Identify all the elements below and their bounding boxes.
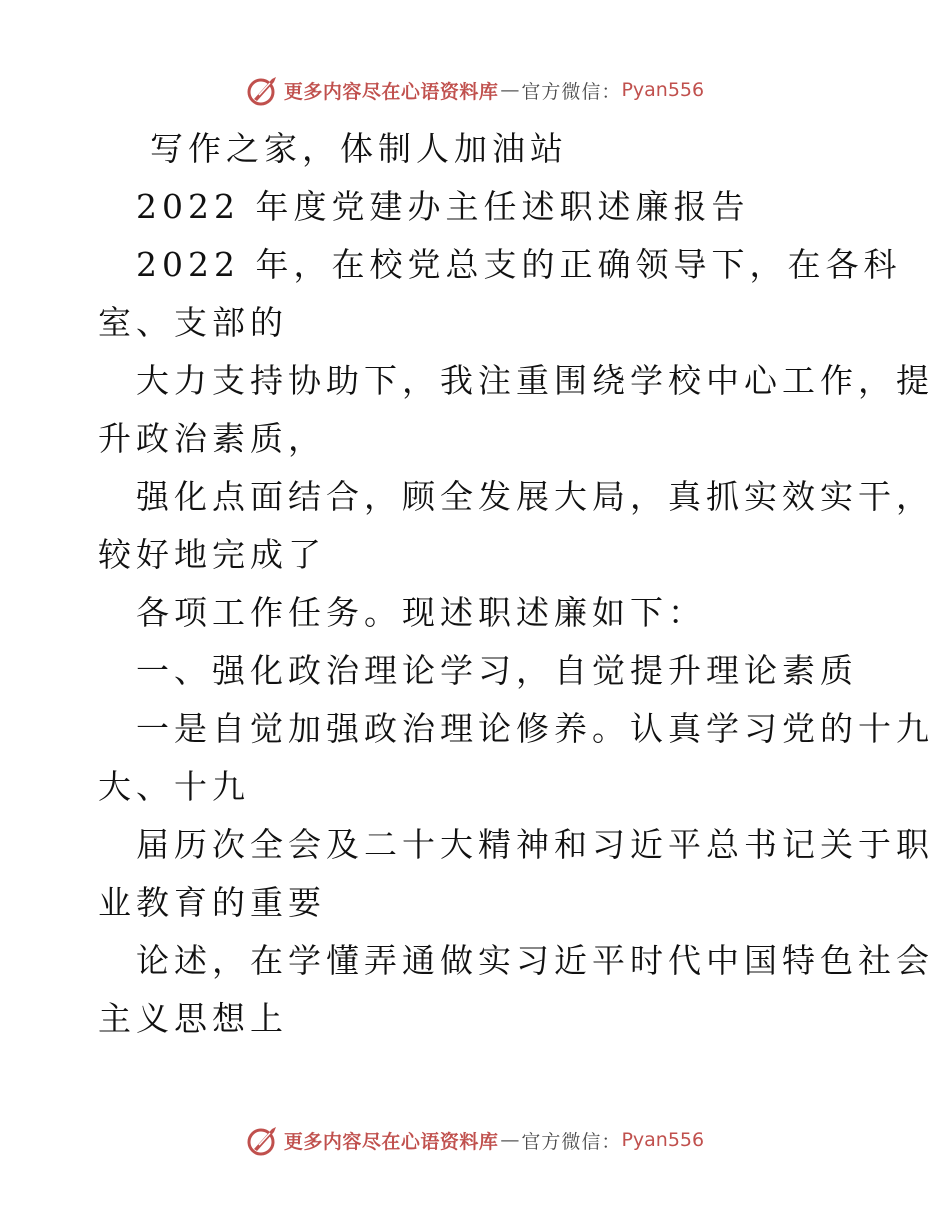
text-line-4: 室、支部的 bbox=[98, 303, 288, 342]
text-line-1: 写作之家，体制人加油站 bbox=[150, 129, 568, 168]
footer-banner bbox=[0, 1120, 950, 1160]
text-line-9: 各项工作任务。现述职述廉如下： bbox=[136, 593, 706, 632]
banner-wechat-label: 官方微信： bbox=[521, 1130, 622, 1153]
banner-wechat-label: 官方微信： bbox=[521, 80, 622, 103]
banner-wechat-id: Pyan556 bbox=[621, 1129, 705, 1151]
banner-dash: — bbox=[500, 1129, 520, 1151]
text-line-15: 论述，在学懂弄通做实习近平时代中国特色社会 bbox=[136, 941, 934, 980]
text-line-7: 强化点面结合，顾全发展大局，真抓实效实干， bbox=[136, 477, 934, 516]
quill-pen-logo-icon bbox=[246, 1123, 280, 1157]
text-line-14: 业教育的重要 bbox=[98, 883, 326, 922]
text-line-6: 升政治素质， bbox=[98, 419, 326, 458]
text-line-16: 主义思想上 bbox=[98, 999, 288, 1038]
text-line-13: 届历次全会及二十大精神和习近平总书记关于职 bbox=[136, 825, 934, 864]
text-line-3: 2022 年，在校党总支的正确领导下，在各科 bbox=[136, 245, 902, 284]
banner-slogan: 更多内容尽在心语资料库 bbox=[283, 1130, 499, 1153]
section-heading-1: 一、强化政治理论学习，自觉提升理论素质 bbox=[136, 651, 858, 690]
text-line-5: 大力支持协助下，我注重围绕学校中心工作，提 bbox=[136, 361, 934, 400]
text-line-11: 一是自觉加强政治理论修养。认真学习党的十九 bbox=[136, 709, 934, 748]
header-banner bbox=[0, 70, 950, 110]
text-line-12: 大、十九 bbox=[98, 767, 250, 806]
banner-wechat-id: Pyan556 bbox=[621, 79, 705, 101]
text-line-2: 2022 年度党建办主任述职述廉报告 bbox=[136, 187, 750, 226]
quill-pen-logo-icon bbox=[246, 73, 280, 107]
text-line-8: 较好地完成了 bbox=[98, 535, 326, 574]
banner-dash: — bbox=[500, 79, 520, 101]
banner-slogan: 更多内容尽在心语资料库 bbox=[283, 80, 499, 103]
